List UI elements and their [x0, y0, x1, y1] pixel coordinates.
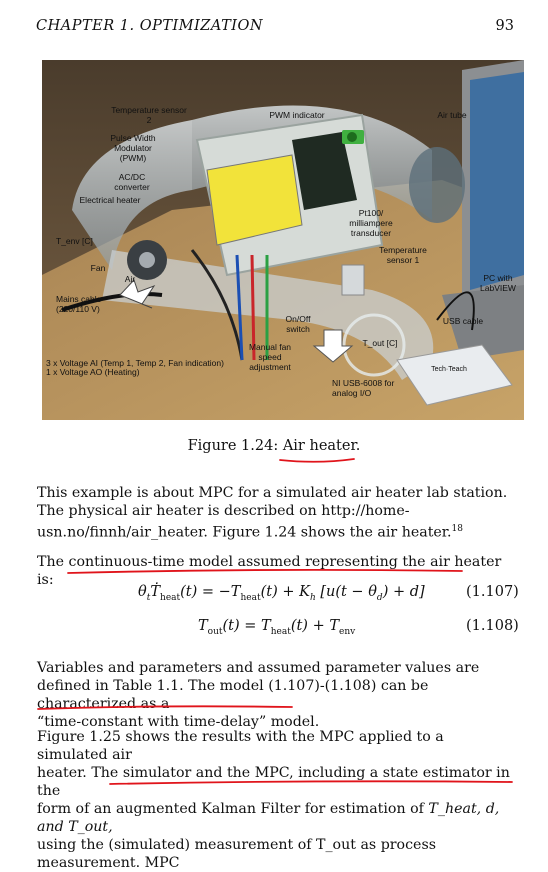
label-manual-fan-speed: Manual fan speed adjustment [248, 342, 292, 372]
paragraph-variables-text: Variables and parameters and assumed parameter values are defined in Table 1.1. The model (1.107)-(1.108) can be characterized as a [37, 660, 480, 712]
footnote-marker: 18 [451, 524, 463, 534]
equation-number-1107: (1.107) [466, 584, 519, 600]
air-heater-photo [42, 60, 524, 420]
results-line-4: using the (simulated) measurement of T_out as process measurement. MPC [37, 837, 437, 871]
label-temperature-sensor-1: Temperature sensor 1 [379, 245, 427, 265]
results-line-1: Figure 1.25 shows the results with the MPC applied to a simulated air [37, 729, 444, 763]
label-voltage-ao: 1 x Voltage AO (Heating) [46, 367, 140, 377]
results-line-2: heater. The simulator and the MPC, including a state estimator in the [37, 765, 510, 799]
results-line-3-before: form of an [37, 801, 116, 817]
label-onoff-switch: On/Off switch [285, 314, 311, 334]
paragraph-intro [37, 484, 517, 542]
paragraph-variables-highlight: “time-constant with time-delay” model. [37, 714, 320, 730]
results-line-3-highlight: augmented Kalman Filter for estimation of [115, 801, 424, 817]
chapter-header: CHAPTER 1. OPTIMIZATION [36, 18, 264, 34]
equation-number-1108: (1.108) [466, 618, 519, 634]
model-underline [66, 564, 466, 578]
label-usb-cable: USB cable [442, 316, 484, 326]
paragraph-variables [37, 659, 517, 731]
paragraph-model-highlight: continuous-time model assumed representing the air heater is: [37, 554, 502, 588]
results-line-3-vars: T_heat, d, and T_out, [37, 801, 500, 835]
caption-underline [278, 452, 358, 466]
label-pt100: Pt100/ milliampere transducer [349, 208, 393, 238]
label-temperature-sensor-2: Temperature sensor 2 [111, 105, 187, 125]
label-voltage-ai: 3 x Voltage AI (Temp 1, Temp 2, Fan indication) [46, 358, 224, 368]
label-t-out: T_out [C] [362, 338, 398, 348]
caption-prefix: Figure 1.24: [187, 438, 283, 454]
label-ni-usb-6008: NI USB-6008 for analog I/O [332, 378, 395, 398]
time-constant-underline [36, 700, 296, 714]
paragraph-model-before: The [37, 554, 69, 570]
page-number: 93 [495, 18, 514, 34]
label-pc-labview: PC with LabVIEW [480, 273, 516, 293]
equation-1108: $T_{out}(t) = T_{heat}(t) + T_{env}$ [198, 618, 356, 637]
label-mains-cable: Mains cable (220/110 V) [56, 294, 102, 314]
label-electrical-heater: Electrical heater [79, 195, 141, 205]
label-pwm: Pulse Width Modulator (PWM) [110, 133, 156, 163]
label-air-tube: Air tube [437, 110, 467, 120]
label-air: Air [124, 274, 136, 284]
label-pwm-indicator: PWM indicator [269, 110, 325, 120]
figure-caption [0, 438, 548, 454]
equation-1107: $\theta_tṪ_{heat}(t) = -T_{heat}(t) + K_h$ $[u(t - \theta_d) + d]$ [138, 584, 425, 603]
results-line-3 [37, 800, 517, 836]
label-tech-teach: Tech·Teach [431, 366, 467, 373]
label-acdc-converter: AC/DC converter [114, 172, 150, 192]
paragraph-results [37, 728, 517, 872]
paragraph-intro-text: This example is about MPC for a simulated air heater lab station. The physical air heater is described on http://home-usn.no/finnh/air_heater. Figure 1.24 shows the air heater. [37, 485, 508, 541]
label-fan: Fan [90, 263, 106, 273]
caption-title: Air heater. [282, 438, 361, 454]
label-t-env: T_env [C] [56, 236, 93, 246]
kalman-underline [108, 778, 516, 792]
